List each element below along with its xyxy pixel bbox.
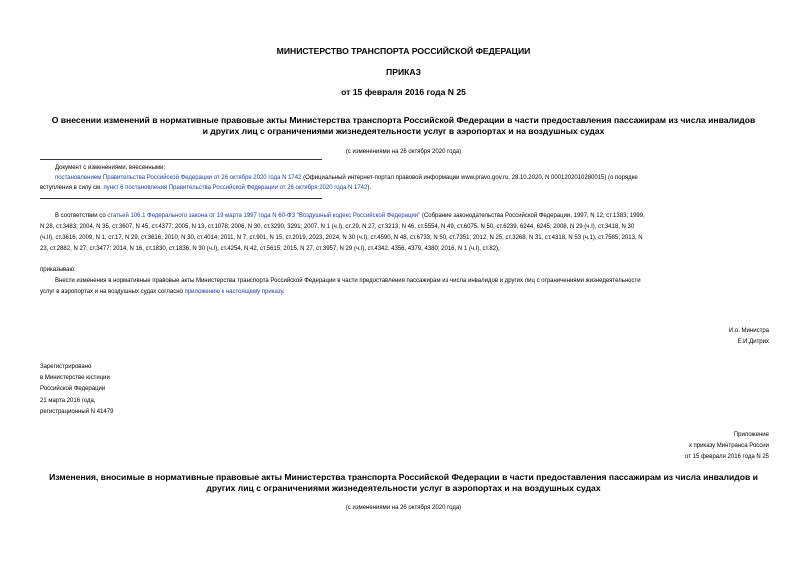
order-word: приказываю: [40, 267, 76, 273]
signature-position: И.о. Министра [728, 328, 769, 334]
order-line2-prefix: услуг в аэропортах и на воздушных судах согласно [40, 289, 185, 295]
registration-line: регистрационный N 41479 [40, 408, 114, 415]
basis-line2: N 28, ст.3483; 2004, N 35, ст.3607, N 45, ст.4377; 2005, N 13, ст.1078; 2006, N 30, ст.3290, 3291; 2007, N 1 (ч.I), ст.29, N 27, ст.3213, N 46, ст.5554, N 49, ст.6075, N 50, ст.6239, 6244, 6245; 2008, N 29 (ч.I), ст.3418, N 30 [40, 224, 635, 230]
order-link-appendix[interactable]: приложению к настоящему приказу [184, 289, 283, 295]
registration-line: 21 марта 2016 года, [40, 397, 96, 404]
doc-title-line2: и других лиц с ограничениями жизнедеятельности услуг в аэропортах и на воздушных судах [202, 126, 605, 136]
registration-block [40, 362, 113, 418]
basis-line4: 23, ст.2882, N 27, ст.3477; 2014, N 16, ст.1830, ст.1836, N 30 (ч.I), ст.4254, N 42, ст.5615; 2015, N 27, ст.3957, N 29 (ч.I), ст.4342, 4356, 4379, 4380; 2016, N 1 (ч.I), ст.82), [40, 246, 500, 252]
order-line2-suffix: . [282, 289, 285, 295]
changes-label: Документ с изменениями, внесенными: [55, 165, 166, 171]
doc-title-line1: О внесении изменений в нормативные правовые акты Министерства транспорта Российской Федерации в части предоставления пассажирам из числа инвалидов [51, 115, 756, 125]
basis-line3: (ч.II), ст.3616; 2009, N 1, ст.17, N 29, ст.3616; 2010, N 30, ст.4014; 2011, N 7, ст.901, N 15, ст.2019, 2023, 2024, N 30 (ч.I), ст.4590, N 48, ст.6733, N 50, ст.7351; 2012, N 25, ст.3268, N 31, ст.4318, N 53 (ч.1), ст.7585; 2013, N [40, 235, 643, 241]
appendix-title-line1: Изменения, вносимые в нормативные правовые акты Министерства транспорта Российской Федерации в части предоставления пассажирам из числа инвалидов и [49, 472, 758, 482]
ministry-heading: МИНИСТЕРСТВО ТРАНСПОРТА РОССИЙСКОЙ ФЕДЕРАЦИИ [276, 46, 531, 56]
changes-link-clause6[interactable]: пункт 6 постановления Правительства Российской Федерации от 26 октября 2020 года N 1742 [103, 185, 368, 191]
appendix-revision-note: (с изменениями на 26 октября 2020 года) [345, 505, 462, 511]
doc-type: ПРИКАЗ [386, 67, 421, 77]
appendix-line3: от 15 февраля 2016 года N 25 [685, 454, 769, 460]
divider-bottom [40, 198, 322, 199]
revision-note: (с изменениями на 26 октября 2020 года) [345, 149, 462, 155]
appendix-title-line2: других лиц с ограничениями жизнедеятельности услуг в аэропортах и на воздушных судах [206, 483, 601, 493]
doc-date-number: от 15 февраля 2016 года N 25 [341, 87, 466, 97]
changes-text2-prefix: вступления в силу см. [40, 185, 104, 191]
changes-line1 [55, 173, 775, 183]
basis-prefix: В соответствии со [55, 213, 108, 219]
basis-link-air-code[interactable]: статьей 106.1 Федерального закона от 19 марта 1997 года N 60-ФЗ "Воздушный кодекс Российской Федерации" [107, 213, 421, 219]
signature-name: Е.И.Дитрих [737, 339, 769, 345]
changes-text2-suffix: ). [367, 185, 371, 191]
order-line1: Внести изменения в нормативные правовые акты Министерства транспорта Российской Федерации в части предоставления пассажирам из числа инвалидов и других лиц с ограничениями жизнедеятельности [55, 278, 641, 284]
changes-text1: (Официальный интернет-портал правовой информации www.pravo.gov.ru, 28.10.2020, N 0001202010280015) (о порядке [301, 175, 638, 181]
changes-link-resolution[interactable]: постановлением Правительства Российской Федерации от 26 октября 2020 года N 1742 [55, 175, 302, 181]
changes-line2 [40, 183, 371, 193]
registration-line: в Министерстве юстиции [40, 375, 110, 382]
appendix-label: Приложение [733, 432, 769, 438]
basis-line1-rest: (Собрание законодательства Российской Федерации, 1997, N 12, ст.1383; 1999, [420, 213, 645, 219]
basis-line1 [55, 211, 645, 222]
appendix-line2: к приказу Минтранса России [689, 443, 769, 449]
order-line2 [40, 287, 285, 298]
registration-line: Российской Федерации [40, 386, 106, 393]
registration-line: Зарегистрировано [40, 364, 92, 370]
divider-top [40, 159, 322, 160]
